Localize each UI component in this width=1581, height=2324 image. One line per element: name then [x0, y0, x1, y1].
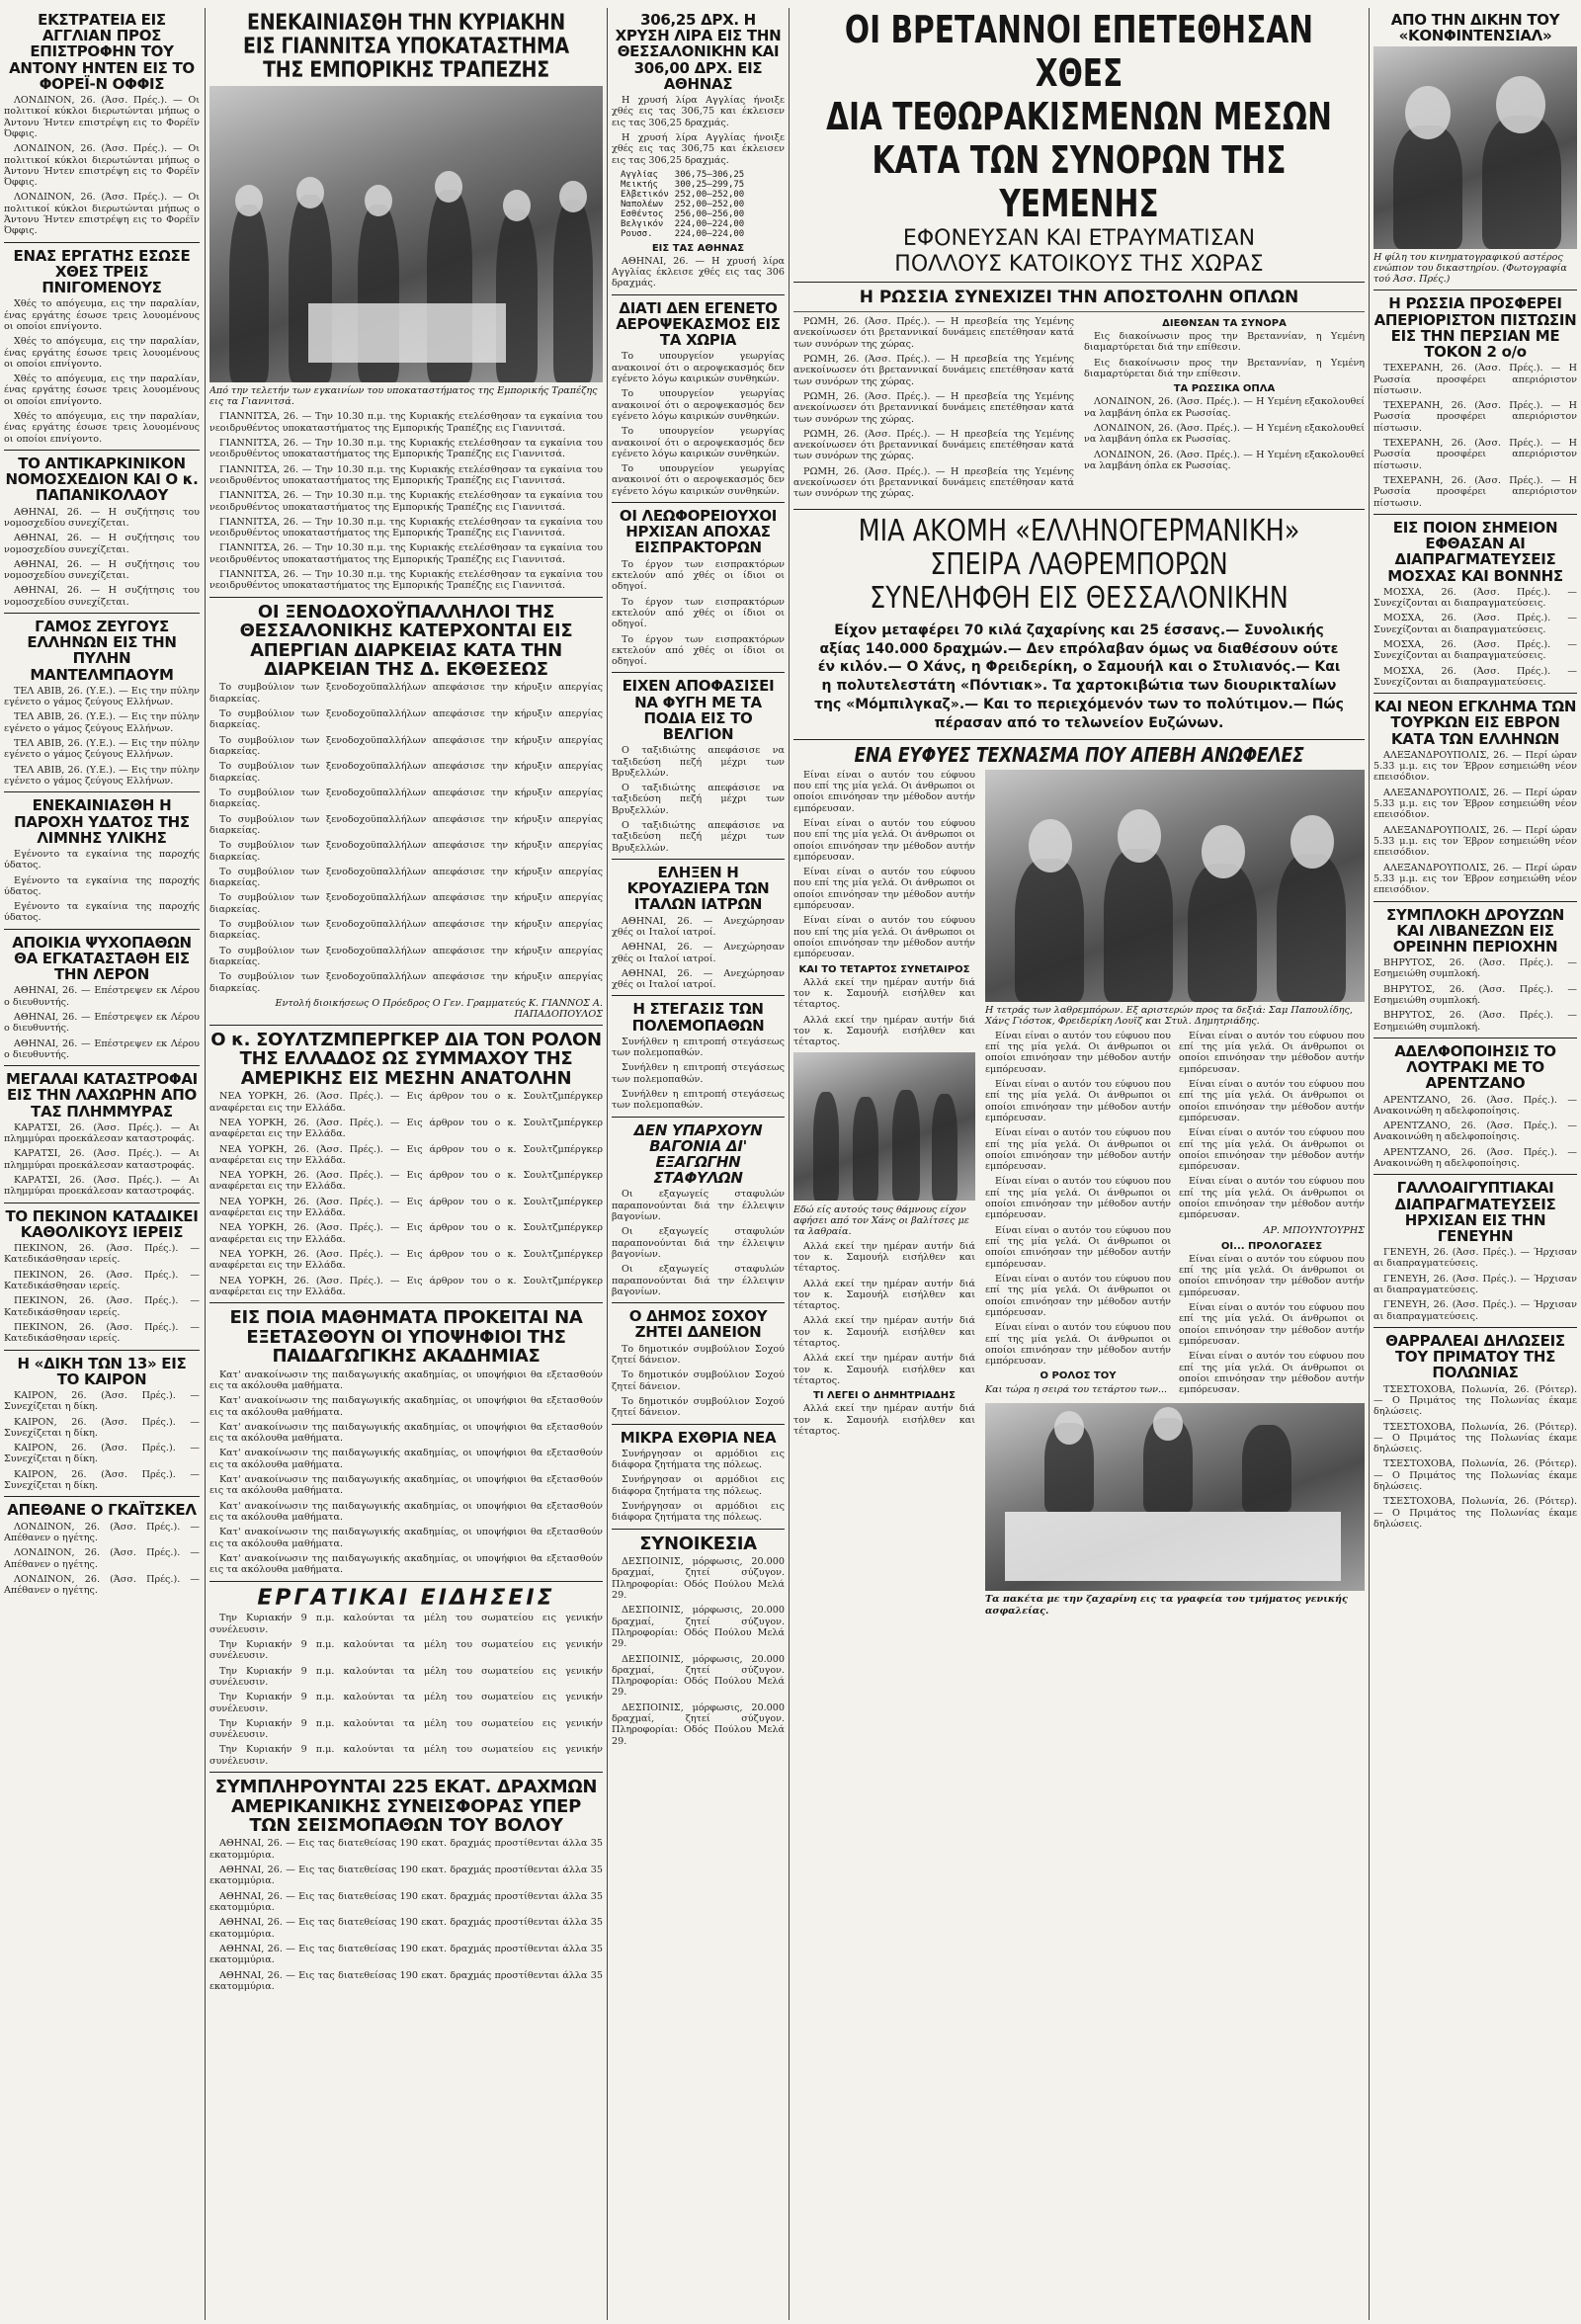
article-text: Αλλά εκεί την ημέραν αυτήν διά τον κ. Σαμουήλ εισήλθεν και τέταρτος.	[793, 1315, 975, 1350]
article-text: Κατ' ανακοίνωσιν της παιδαγωγικής ακαδημίας, οι υποψήφιοι θα εξετασθούν εις τα ακόλουθα μαθήματα.	[209, 1500, 603, 1523]
article-text: ΒΗΡΥΤΟΣ, 26. (Άσσ. Πρές.). — Εσημειώθη συμπλοκή.	[1373, 957, 1577, 980]
section-subhead: ΟΙ... ΠΡΟΛΟΓΑΣΕΣ	[1220, 1240, 1323, 1252]
article-text: Είναι είναι ο αυτόν του εύφυου που επί της μία γελά. Οι άνθρωποι οι οποίοι επινόησαν την μέθοδον αυτήν εμπόρευσαν.	[985, 1176, 1171, 1221]
article-text: ΚΑΡΑΤΣΙ, 26. (Άσσ. Πρές.). — Αι πλημμύραι προεκάλεσαν καταστροφάς.	[4, 1148, 200, 1171]
article-text: ΑΘΗΝΑΙ, 26. — Επέστρεψεν εκ Λέρου ο διευθυντής.	[4, 1011, 200, 1035]
article-text: ΓΙΑΝΝΙΤΣΑ, 26. — Την 10.30 π.μ. της Κυριακής ετελέσθησαν τα εγκαίνια του νεοιδρυθέντος υποκαταστήματος της Εμπορικής Τραπέζης εις Γιαννιτσά.	[209, 542, 603, 565]
article-text: ΝΕΑ ΥΟΡΚΗ, 26. (Άσσ. Πρές.). — Εις άρθρον του ο κ. Σουλτζμπέργκερ αναφέρεται εις την Ελλάδα.	[209, 1196, 603, 1219]
article-text: Την Κυριακήν 9 π.μ. καλούνται τα μέλη του σωματείου εις γενικήν συνέλευσιν.	[209, 1613, 603, 1635]
article-text: Είναι είναι ο αυτόν του εύφυου που επί της μία γελά. Οι άνθρωποι οι οποίοι επινόησαν την μέθοδον αυτήν εμπόρευσαν.	[793, 769, 975, 814]
headline: ΤΟ ΠΕΚΙΝΟΝ ΚΑΤΑΔΙΚΕΙ ΚΑΘΟΛΙΚΟΥΣ ΙΕΡΕΙΣ	[5, 1206, 199, 1241]
article-text: Το συμβούλιον των ξενοδοχοϋπαλλήλων απεφάσισε την κήρυξιν απεργίας διαρκείας.	[209, 682, 603, 705]
divider	[4, 1065, 200, 1066]
article-text: Το υπουργείον γεωργίας ανακοινοί ότι ο αεροψεκασμός δεν εγένετο λόγω καιρικών συνθηκών.	[612, 463, 785, 497]
article-text: ΤΕΧΕΡΑΝΗ, 26. (Άσσ. Πρές.). — Η Ρωσσία προσφέρει απεριόριστον πίστωσιν.	[1373, 400, 1577, 434]
article-text: Το συμβούλιον των ξενοδοχοϋπαλλήλων απεφάσισε την κήρυξιν απεργίας διαρκείας.	[209, 945, 603, 967]
article-text: ΝΕΑ ΥΟΡΚΗ, 26. (Άσσ. Πρές.). — Εις άρθρον του ο κ. Σουλτζμπέργκερ αναφέρεται εις την Ελλάδα.	[209, 1275, 603, 1297]
article-text: Το συμβούλιον των ξενοδοχοϋπαλλήλων απεφάσισε την κήρυξιν απεργίας διαρκείας.	[209, 866, 603, 889]
photo-caption: Τα πακέτα με την ζαχαρίνη εις τα γραφεία του τμήματος γενικής ασφαλείας.	[985, 1594, 1348, 1617]
article-text: ΔΕΣΠΟΙΝΙΣ, μόρφωσις, 20.000 δραχμαί, ζητεί σύζυγον. Πληροφορίαι: Οδός Πούλου Μελά 29.	[612, 1702, 785, 1747]
article-text: Συνήργησαν οι αρμόδιοι εις διάφορα ζητήματα της πόλεως.	[612, 1448, 785, 1470]
story-headline: ΕΝΑ ΕΥΦΥΕΣ ΤΕΧΝΑΣΜΑ ΠΟΥ ΑΠΕΒΗ ΑΝΩΦΕΛΕΣ	[854, 743, 1304, 768]
article-text: ΤΣΕΣΤΟΧΟΒΑ, Πολωνία, 26. (Ρόιτερ). — Ο Πριμάτος της Πολωνίας έκαμε δηλώσεις.	[1373, 1383, 1577, 1418]
article-text: Το συμβούλιον των ξενοδοχοϋπαλλήλων απεφάσισε την κήρυξιν απεργίας διαρκείας.	[209, 761, 603, 784]
headline: Ο ΔΗΜΟΣ ΣΟΧΟΥ ΖΗΤΕΙ ΔΑΝΕΙΟΝ	[628, 1307, 768, 1342]
headline: ΓΑΛΛΟΑΙΓΥΠΤΙΑΚΑΙ ΔΙΑΠΡΑΓΜΑΤΕΥΣΕΙΣ ΗΡΧΙΣΑΝ ΕΙΣ ΤΗΝ ΓΕΝΕΥΗΝ	[1394, 1179, 1556, 1245]
divider	[4, 1350, 200, 1351]
column-rule	[1369, 8, 1370, 2320]
article-text: ΓΙΑΝΝΙΤΣΑ, 26. — Την 10.30 π.μ. της Κυριακής ετελέσθησαν τα εγκαίνια του νεοιδρυθέντος υποκαταστήματος της Εμπορικής Τραπέζης εις Γιαννιτσά.	[209, 463, 603, 486]
story-headline: ΜΙΑ ΑΚΟΜΗ «ΕΛΛΗΝΟΓΕΡΜΑΝΙΚΗ»	[858, 513, 1300, 548]
article-text: ΚΑΙΡΟΝ, 26. (Άσσ. Πρές.). — Συνεχίζεται η δίκη.	[4, 1389, 200, 1413]
article-text: ΑΘΗΝΑΙ, 26. — Η συζήτησις του νομοσχεδίου συνεχίζεται.	[4, 558, 200, 582]
article-text: ΚΑΡΑΤΣΙ, 26. (Άσσ. Πρές.). — Αι πλημμύραι προεκάλεσαν καταστροφάς.	[4, 1175, 200, 1198]
table-row: Εσθέντος 256,00—256,00	[621, 208, 745, 219]
headline: ΑΔΕΛΦΟΠΟΙΗΣΙΣ ΤΟ ΛΟΥΤΡΑΚΙ ΜΕ ΤΟ ΑΡΕΝΤΖΑΝΟ	[1394, 1041, 1556, 1093]
article-text: Είναι είναι ο αυτόν του εύφυου που επί της μία γελά. Οι άνθρωποι οι οποίοι επινόησαν την μέθοδον αυτήν εμπόρευσαν.	[1179, 1176, 1365, 1221]
article-text: ΛΟΝΔΙΝΟΝ, 26. (Άσσ. Πρές.). — Η Υεμένη εξακολουθεί να λαμβάνη όπλα εκ Ρωσσίας.	[1084, 422, 1365, 446]
photo-bank-inauguration	[209, 86, 603, 382]
photo-bushes	[793, 1052, 975, 1201]
main-headline: ΚΑΤΑ ΤΩΝ ΣΥΝΟΡΩΝ ΤΗΣ ΥΕΜΕΝΗΣ	[872, 138, 1287, 225]
article-text: ΠΕΚΙΝΟΝ, 26. (Άσσ. Πρές.). — Κατεδικάσθησαν ιερείς.	[4, 1243, 200, 1266]
article-text: ΝΕΑ ΥΟΡΚΗ, 26. (Άσσ. Πρές.). — Εις άρθρον του ο κ. Σουλτζμπέργκερ αναφέρεται εις την Ελλάδα.	[209, 1091, 603, 1114]
headline: Η «ΔΙΚΗ ΤΩΝ 13» ΕΙΣ ΤΟ ΚΑΙΡΟΝ	[17, 1354, 187, 1388]
headline: ΔΕΝ ΥΠΑΡΧΟΥΝ ΒΑΓΟΝΙΑ ΔΙ' ΕΞΑΓΩΓΗΝ ΣΤΑΦΥΛΩΝ	[633, 1120, 763, 1188]
table-row: Μεικτής 300,25—299,75	[621, 179, 745, 190]
article-text: ΠΕΚΙΝΟΝ, 26. (Άσσ. Πρές.). — Κατεδικάσθησαν ιερείς.	[4, 1295, 200, 1318]
divider	[4, 450, 200, 451]
section-subhead: ΔΙΕΘΝΣΑΝ ΤΑ ΣΥΝΟΡΑ	[1162, 318, 1287, 329]
article-text: Αλλά εκεί την ημέραν αυτήν διά τον κ. Σαμουήλ εισήλθεν και τέταρτος.	[793, 1353, 975, 1387]
article-text: ΓΙΑΝΝΙΤΣΑ, 26. — Την 10.30 π.μ. της Κυριακής ετελέσθησαν τα εγκαίνια του νεοιδρυθέντος υποκαταστήματος της Εμπορικής Τραπέζης εις Γιαννιτσά.	[209, 490, 603, 513]
column-rule	[607, 8, 608, 2320]
column-1	[4, 8, 200, 2320]
article-text: ΑΘΗΝΑΙ, 26. — Η συζήτησις του νομοσχεδίου συνεχίζεται.	[4, 585, 200, 608]
divider	[612, 1424, 785, 1425]
headline: ΕΙΣ ΠΟΙΑ ΜΑΘΗΜΑΤΑ ΠΡΟΚΕΙΤΑΙ ΝΑ ΕΞΕΤΑΣΘΟΥΝ ΟΙ ΥΠΟΨΗΦΙΟΙ ΤΗΣ ΠΑΙΔΑΓΩΓΙΚΗΣ ΑΚΑΔΗΜΙΑΣ	[229, 1307, 583, 1368]
headline: ΣΥΜΠΛΗΡΟΥΝΤΑΙ 225 ΕΚΑΤ. ΔΡΑΧΜΩΝ ΑΜΕΡΙΚΑΝΙΚΗΣ ΣΥΝΕΙΣΦΟΡΑΣ ΥΠΕΡ ΤΩΝ ΣΕΙΣΜΟΠΑΘΩΝ ΤΟΥ ΒΟΛΟΥ	[214, 1777, 598, 1836]
article-text: ΤΕΧΕΡΑΝΗ, 26. (Άσσ. Πρές.). — Η Ρωσσία προσφέρει απεριόριστον πίστωσιν.	[1373, 363, 1577, 396]
section-subhead: ΤΑ ΡΩΣΣΙΚΑ ΟΠΛΑ	[1173, 383, 1276, 395]
table-row: Ρουσσ. 224,00—224,00	[621, 228, 745, 239]
article-text: Είναι είναι ο αυτόν του εύφυου που επί της μία γελά. Οι άνθρωποι οι οποίοι επινόησαν την μέθοδον αυτήν εμπόρευσαν.	[985, 1127, 1171, 1173]
article-text: ΑΘΗΝΑΙ, 26. — Επέστρεψεν εκ Λέρου ο διευθυντής.	[4, 1038, 200, 1060]
article-text: Εγένοντο τα εγκαίνια της παροχής ύδατος.	[4, 848, 200, 872]
article-text: ΓΙΑΝΝΙΤΣΑ, 26. — Την 10.30 π.μ. της Κυριακής ετελέσθησαν τα εγκαίνια του νεοιδρυθέντος υποκαταστήματος της Εμπορικής Τραπέζης εις Γιαννιτσά.	[209, 516, 603, 540]
article-text: ΑΘΗΝΑΙ, 26. — Επέστρεψεν εκ Λέρου ο διευθυντής.	[4, 985, 200, 1008]
divider	[209, 1581, 603, 1582]
column-2	[209, 8, 603, 2320]
headline: Η ΣΤΕΓΑΣΙΣ ΤΩΝ ΠΟΛΕΜΟΠΑΘΩΝ	[631, 1000, 765, 1035]
article-text: ΓΕΝΕΥΗ, 26. (Άσσ. Πρές.). — Ήρχισαν αι διαπραγματεύσεις.	[1373, 1247, 1577, 1270]
photo-caption: Η φίλη του κινηματογραφικού αστέρος ενώπιον του δικαστηρίου. (Φωτογραφία τού Άσσ. Πρές.)	[1373, 252, 1567, 286]
yemen-left	[793, 316, 1074, 504]
headline: ΔΙΑΤΙ ΔΕΝ ΕΓΕΝΕΤΟ ΑΕΡΟΨΕΚΑΣΜΟΣ ΕΙΣ ΤΑ ΧΩΡΙΑ	[616, 298, 781, 350]
article-text: ΛΟΝΔΙΝΟΝ, 26. (Άσσ. Πρές.). — Οι πολιτικοί κύκλοι διερωτώνται μήπως ο Άντονυ Ήντεν επιστρέψη εις το Φορέϊν Όφφις.	[4, 192, 200, 237]
article-text: ΤΕΧΕΡΑΝΗ, 26. (Άσσ. Πρές.). — Η Ρωσσία προσφέρει απεριόριστον πίστωσιν.	[1373, 438, 1577, 471]
divider	[1373, 693, 1577, 694]
article-text: Εγένοντο τα εγκαίνια της παροχής ύδατος.	[4, 874, 200, 897]
story-headline: ΣΥΝΕΛΗΦΘΗ ΕΙΣ ΘΕΣΣΑΛΟΝΙΚΗΝ	[870, 580, 1289, 616]
article-text: Είναι είναι ο αυτόν του εύφυου που επί της μία γελά. Οι άνθρωποι οι οποίοι επινόησαν την μέθοδον αυτήν εμπόρευσαν.	[1179, 1351, 1365, 1396]
smuggler-story	[793, 770, 1365, 1620]
article-text: ΚΑΙΡΟΝ, 26. (Άσσ. Πρές.). — Συνεχίζεται η δίκη.	[4, 1416, 200, 1439]
divider	[612, 502, 785, 503]
divider	[612, 672, 785, 673]
article-text: ΓΕΝΕΥΗ, 26. (Άσσ. Πρές.). — Ήρχισαν αι διαπραγματεύσεις.	[1373, 1299, 1577, 1322]
column-6	[1373, 8, 1577, 2320]
headline: ΟΙ ΞΕΝΟΔΟΧΟΫΠΑΛΛΗΛΟΙ ΤΗΣ ΘΕΣΣΑΛΟΝΙΚΗΣ ΚΑΤΕΡΧΟΝΤΑΙ ΕΙΣ ΑΠΕΡΓΙΑΝ ΔΙΑΡΚΕΙΑΣ ΚΑΤΑ ΤΗΝ ΔΙΑΡΚΕΙΑΝ ΤΗΣ Δ. ΕΚΘΕΣΕΩΣ	[239, 601, 573, 680]
headline: ΓΑΜΟΣ ΖΕΥΓΟΥΣ ΕΛΛΗΝΩΝ ΕΙΣ ΤΗΝ ΠΥΛΗΝ ΜΑΝΤΕΛΜΠΑΟΥΜ	[27, 618, 177, 684]
article-text: ΤΣΕΣΤΟΧΟΒΑ, Πολωνία, 26. (Ρόιτερ). — Ο Πριμάτος της Πολωνίας έκαμε δηλώσεις.	[1373, 1421, 1577, 1455]
article-text: ΑΘΗΝΑΙ, 26. — Η συζήτησις του νομοσχεδίου συνεχίζεται.	[4, 506, 200, 529]
article-text: ΑΡΕΝΤΖΑΝΟ, 26. (Άσσ. Πρές.). — Ανακοινώθη η αδελφοποίησις.	[1373, 1146, 1577, 1170]
article-text: ΡΩΜΗ, 26. (Άσσ. Πρές.). — Η πρεσβεία της Υεμένης ανεκοίνωσεν ότι βρεταννικαί δυνάμεις επετέθησαν κατά των συνόρων της χώρας.	[793, 316, 1074, 350]
divider	[209, 1772, 603, 1773]
divider	[4, 929, 200, 930]
photo-caption: Η τετράς των λαθρεμπόρων. Εξ αριστερών προς τα δεξιά: Σαμ Παπουλίδης, Χάνς Γιόστοκ, Φρειδερίκη Λουϊζ και Στυλ. Δημητριάδης.	[985, 1004, 1353, 1027]
article-text: Το υπουργείον γεωργίας ανακοινοί ότι ο αεροψεκασμός δεν εγένετο λόγω καιρικών συνθηκών.	[612, 426, 785, 459]
divider	[4, 613, 200, 614]
headline: ΕΝΕΚΑΙΝΙΑΣΘΗ Η ΠΑΡΟΧΗ ΥΔΑΤΟΣ ΤΗΣ ΛΙΜΝΗΣ ΥΛΙΚΗΣ	[14, 796, 190, 847]
column-3	[612, 8, 785, 2320]
article-text: ΤΣΕΣΤΟΧΟΒΑ, Πολωνία, 26. (Ρόιτερ). — Ο Πριμάτος της Πολωνίας έκαμε δηλώσεις.	[1373, 1458, 1577, 1493]
article-text: ΔΕΣΠΟΙΝΙΣ, μόρφωσις, 20.000 δραχμαί, ζητεί σύζυγον. Πληροφορίαι: Οδός Πούλου Μελά 29.	[612, 1556, 785, 1601]
article-text: ΝΕΑ ΥΟΡΚΗ, 26. (Άσσ. Πρές.). — Εις άρθρον του ο κ. Σουλτζμπέργκερ αναφέρεται εις την Ελλάδα.	[209, 1249, 603, 1272]
gold-rates-table	[618, 170, 747, 239]
divider	[1373, 514, 1577, 515]
table-row: Βελγικόν 224,00—224,00	[621, 218, 745, 229]
article-text: Εις διακοίνωσιν προς την Βρεταννίαν, η Υεμένη διαμαρτύρεται διά την επίθεσιν.	[1084, 331, 1365, 354]
headline: ΟΙ ΛΕΩΦΟΡΕΙΟΥΧΟΙ ΗΡΧΙΣΑΝ ΑΠΟΧΑΣ ΕΙΣΠΡΑΚΤΟΡΩΝ	[619, 507, 778, 557]
article-text: ΑΘΗΝΑΙ, 26. — Εις τας διατεθείσας 190 εκατ. δραχμάς προστίθενται άλλα 35 εκατομμύρια.	[209, 1969, 603, 1992]
headline: ΕΝΑΣ ΕΡΓΑΤΗΣ ΕΣΩΣΕ ΧΘΕΣ ΤΡΕΙΣ ΠΝΙΓΟΜΕΝΟΥΣ	[13, 246, 191, 297]
article-text: Είναι είναι ο αυτόν του εύφυου που επί της μία γελά. Οι άνθρωποι οι οποίοι επινόησαν την μέθοδον αυτήν εμπόρευσαν.	[1179, 1301, 1365, 1347]
divider	[793, 509, 1365, 510]
smuggler-right-col	[985, 770, 1365, 1620]
article-text: Το συμβούλιον των ξενοδοχοϋπαλλήλων απεφάσισε την κήρυξιν απεργίας διαρκείας.	[209, 971, 603, 994]
article-text: ΝΕΑ ΥΟΡΚΗ, 26. (Άσσ. Πρές.). — Εις άρθρον του ο κ. Σουλτζμπέργκερ αναφέρεται εις την Ελλάδα.	[209, 1117, 603, 1140]
signature: ΑΡ. ΜΠΟΥΝΤΟΥΡΗΣ	[1263, 1224, 1365, 1236]
article-text: ΚΑΙΡΟΝ, 26. (Άσσ. Πρές.). — Συνεχίζεται η δίκη.	[4, 1443, 200, 1465]
article-text: ΑΛΕΞΑΝΔΡΟΥΠΟΛΙΣ, 26. — Περί ώραν 5.33 μ.μ. εις τον Έβρον εσημειώθη νέον επεισόδιον.	[1373, 862, 1577, 896]
headline: ΤΟ ΑΝΤΙΚΑΡΚΙΝΙΚΟΝ ΝΟΜΟΣΧΕΔΙΟΝ ΚΑΙ Ο κ. ΠΑΠΑΝΙΚΟΛΑΟΥ	[5, 455, 199, 505]
headline: ΘΑΡΡΑΛΕΑΙ ΔΗΛΩΣΕΙΣ ΤΟΥ ΠΡΙΜΑΤΟΥ ΤΗΣ ΠΟΛΩΝΙΑΣ	[1385, 1332, 1565, 1382]
headline: ΑΠΟ ΤΗΝ ΔΙΚΗΝ ΤΟΥ «ΚΟΝΦΙΝΤΕΝΣΙΑΛ»	[1390, 11, 1560, 45]
divider	[1373, 901, 1577, 902]
divider	[209, 597, 603, 598]
article-text: Είναι είναι ο αυτόν του εύφυου που επί της μία γελά. Οι άνθρωποι οι οποίοι επινόησαν την μέθοδον αυτήν εμπόρευσαν.	[985, 1078, 1171, 1123]
article-text: Αλλά εκεί την ημέραν αυτήν διά τον κ. Σαμουήλ εισήλθεν και τέταρτος.	[793, 1403, 975, 1437]
article-text: Κατ' ανακοίνωσιν της παιδαγωγικής ακαδημίας, οι υποψήφιοι θα εξετασθούν εις τα ακόλουθα μαθήματα.	[209, 1552, 603, 1576]
article-text: ΛΟΝΔΙΝΟΝ, 26. (Άσσ. Πρές.). — Η Υεμένη εξακολουθεί να λαμβάνη όπλα εκ Ρωσσίας.	[1084, 396, 1365, 419]
headline: 306,25 ΔΡΧ. Η ΧΡΥΣΗ ΛΙΡΑ ΕΙΣ ΤΗΝ ΘΕΣΣΑΛΟΝΙΚΗΝ ΚΑΙ 306,00 ΔΡΧ. ΕΙΣ ΑΘΗΝΑΣ	[615, 11, 782, 93]
article-text: Το συμβούλιον των ξενοδοχοϋπαλλήλων απεφάσισε την κήρυξιν απεργίας διαρκείας.	[209, 892, 603, 915]
article-text: ΑΡΕΝΤΖΑΝΟ, 26. (Άσσ. Πρές.). — Ανακοινώθη η αδελφοποίησις.	[1373, 1094, 1577, 1117]
article-text: ΤΕΛ ΑΒΙΒ, 26. (Υ.Ε.). — Εις την πύλην εγένετο ο γάμος ζεύγους Ελλήνων.	[4, 764, 200, 787]
article-text: ΔΕΣΠΟΙΝΙΣ, μόρφωσις, 20.000 δραχμαί, ζητεί σύζυγον. Πληροφορίαι: Οδός Πούλου Μελά 29.	[612, 1653, 785, 1699]
article-text: ΒΗΡΥΤΟΣ, 26. (Άσσ. Πρές.). — Εσημειώθη συμπλοκή.	[1373, 983, 1577, 1007]
table-row: Αγγλίας 306,75—306,25	[621, 169, 745, 180]
divider	[612, 1117, 785, 1118]
headline: ΕΙΣ ΠΟΙΟΝ ΣΗΜΕΙΟΝ ΕΦΘΑΣΑΝ ΑΙ ΔΙΑΠΡΑΓΜΑΤΕΥΣΕΙΣ ΜΟΣΧΑΣ ΚΑΙ ΒΟΝΝΗΣ	[1387, 518, 1563, 585]
article-text: ΑΘΗΝΑΙ, 26. — Η συζήτησις του νομοσχεδίου συνεχίζεται.	[4, 533, 200, 555]
headline: ΕΙΧΕΝ ΑΠΟΦΑΣΙΣΕΙ ΝΑ ΦΥΓΗ ΜΕ ΤΑ ΠΟΔΙΑ ΕΙΣ ΤΟ ΒΕΛΓΙΟΝ	[622, 677, 775, 743]
article-text: ΑΡΕΝΤΖΑΝΟ, 26. (Άσσ. Πρές.). — Ανακοινώθη η αδελφοποίησις.	[1373, 1120, 1577, 1143]
column-rule	[205, 8, 206, 2320]
article-text: Κατ' ανακοίνωσιν της παιδαγωγικής ακαδημίας, οι υποψήφιοι θα εξετασθούν εις τα ακόλουθα μαθήματα.	[209, 1395, 603, 1418]
article-text: Το υπουργείον γεωργίας ανακοινοί ότι ο αεροψεκασμός δεν εγένετο λόγω καιρικών συνθηκών.	[612, 351, 785, 384]
article-text: ΠΕΚΙΝΟΝ, 26. (Άσσ. Πρές.). — Κατεδικάσθησαν ιερείς.	[4, 1321, 200, 1345]
article-text: ΑΘΗΝΑΙ, 26. — Εις τας διατεθείσας 190 εκατ. δραχμάς προστίθενται άλλα 35 εκατομμύρια.	[209, 1943, 603, 1966]
article-text: Είναι είναι ο αυτόν του εύφυου που επί της μία γελά. Οι άνθρωποι οι οποίοι επινόησαν την μέθοδον αυτήν εμπόρευσαν.	[985, 1224, 1171, 1270]
article-text: Είναι είναι ο αυτόν του εύφυου που επί της μία γελά. Οι άνθρωποι οι οποίοι επινόησαν την μέθοδον αυτήν εμπόρευσαν.	[793, 817, 975, 863]
article-text: ΠΕΚΙΝΟΝ, 26. (Άσσ. Πρές.). — Κατεδικάσθησαν ιερείς.	[4, 1269, 200, 1291]
article-text: Το έργον των εισπρακτόρων εκτελούν από χθές οι ίδιοι οι οδηγοί.	[612, 596, 785, 630]
article-text: Εγένοντο τα εγκαίνια της παροχής ύδατος.	[4, 901, 200, 924]
headline: ΕΚΣΤΡΑΤΕΙΑ ΕΙΣ ΑΓΓΛΙΑΝ ΠΡΟΣ ΕΠΙΣΤΡΟΦΗΝ ΤΟΥ ΑΝΤΟΝΥ ΗΝΤΕΝ ΕΙΣ ΤΟ ΦΟΡΕΪ-Ν ΟΦΦΙΣ	[9, 11, 195, 93]
article-text: Την Κυριακήν 9 π.μ. καλούνται τα μέλη του σωματείου εις γενικήν συνέλευσιν.	[209, 1744, 603, 1767]
divider	[4, 791, 200, 792]
article-text: ΤΕΧΕΡΑΝΗ, 26. (Άσσ. Πρές.). — Η Ρωσσία προσφέρει απεριόριστον πίστωσιν.	[1373, 475, 1577, 509]
table-row: Ελβετικόν 252,00—252,00	[621, 189, 745, 200]
main-headline: ΔΙΑ ΤΕΘΩΡΑΚΙΣΜΕΝΩΝ ΜΕΣΩΝ	[826, 95, 1332, 138]
article-text: Είναι είναι ο αυτόν του εύφυου που επί της μία γελά. Οι άνθρωποι οι οποίοι επινόησαν την μέθοδον αυτήν εμπόρευσαν.	[1179, 1127, 1365, 1173]
article-text: Αλλά εκεί την ημέραν αυτήν διά τον κ. Σαμουήλ εισήλθεν και τέταρτος.	[793, 1240, 975, 1275]
article-text: Το συμβούλιον των ξενοδοχοϋπαλλήλων απεφάσισε την κήρυξιν απεργίας διαρκείας.	[209, 787, 603, 810]
section-subhead: ΤΙ ΛΕΓΕΙ Ο ΔΗΜΗΤΡΙΑΔΗΣ	[813, 1390, 956, 1402]
photo-trial	[1373, 46, 1577, 249]
column-rule	[789, 8, 790, 2320]
article-text: ΓΕΝΕΥΗ, 26. (Άσσ. Πρές.). — Ήρχισαν αι διαπραγματεύσεις.	[1373, 1273, 1577, 1296]
article-text: Το συμβούλιον των ξενοδοχοϋπαλλήλων απεφάσισε την κήρυξιν απεργίας διαρκείας.	[209, 813, 603, 836]
article-text: Την Κυριακήν 9 π.μ. καλούνται τα μέλη του σωματείου εις γενικήν συνέλευσιν.	[209, 1665, 603, 1688]
headline: ΣΥΝΟΙΚΕΣΙΑ	[639, 1533, 757, 1554]
photo-smugglers	[985, 770, 1365, 1002]
divider	[1373, 1174, 1577, 1175]
story-headline: ΣΠΕΙΡΑ ΛΑΘΡΕΜΠΟΡΩΝ	[930, 546, 1228, 582]
section-subhead: ΚΑΙ ΤΟ ΤΕΤΑΡΤΟΣ ΣΥΝΕΤΑΙΡΟΣ	[798, 963, 970, 975]
article-text: ΜΟΣΧΑ, 26. (Άσσ. Πρές.). — Συνεχίζονται αι διαπραγματεύσεις.	[1373, 638, 1577, 662]
divider	[612, 995, 785, 996]
article-text: ΒΗΡΥΤΟΣ, 26. (Άσσ. Πρές.). — Εσημειώθη συμπλοκή.	[1373, 1010, 1577, 1033]
headline: ΕΛΗΞΕΝ Η ΚΡΟΥΑΖΙΕΡΑ ΤΩΝ ΙΤΑΛΩΝ ΙΑΤΡΩΝ	[626, 864, 770, 914]
headline: ΕΡΓΑΤΙΚΑΙ ΕΙΔΗΣΕΙΣ	[257, 1585, 555, 1611]
article-text: ΔΕΣΠΟΙΝΙΣ, μόρφωσις, 20.000 δραχμαί, ζητεί σύζυγον. Πληροφορίαι: Οδός Πούλου Μελά 29.	[612, 1605, 785, 1650]
article-text: Χθές το απόγευμα, εις την παραλίαν, ένας εργάτης έσωσε τρεις λουομένους οι οποίοι επνίγοντο.	[4, 374, 200, 407]
article-text: Ο ταξιδιώτης απεφάσισε να ταξιδεύση πεζή μέχρι των Βρυξελλών.	[612, 745, 785, 779]
article-text: Αλλά εκεί την ημέραν αυτήν διά τον κ. Σαμουήλ εισήλθεν και τέταρτος.	[793, 1014, 975, 1048]
article-text: ΑΘΗΝΑΙ, 26. — Εις τας διατεθείσας 190 εκατ. δραχμάς προστίθενται άλλα 35 εκατομμύρια.	[209, 1865, 603, 1887]
article-text: Είναι είναι ο αυτόν του εύφυου που επί της μία γελά. Οι άνθρωποι οι οποίοι επινόησαν την μέθοδον αυτήν εμπόρευσαν.	[985, 1030, 1171, 1075]
headline: ΕΝΕΚΑΙΝΙΑΣΘΗ ΤΗΝ ΚΥΡΙΑΚΗΝ ΕΙΣ ΓΙΑΝΝΙΤΣΑ ΥΠΟΚΑΤΑΣΤΗΜΑ ΤΗΣ ΕΜΠΟΡΙΚΗΣ ΤΡΑΠΕΖΗΣ	[243, 11, 569, 83]
article-text: Κατ' ανακοίνωσιν της παιδαγωγικής ακαδημίας, οι υποψήφιοι θα εξετασθούν εις τα ακόλουθα μαθήματα.	[209, 1421, 603, 1445]
article-text: ΛΟΝΔΙΝΟΝ, 26. (Άσσ. Πρές.). — Η Υεμένη εξακολουθεί να λαμβάνη όπλα εκ Ρωσσίας.	[1084, 449, 1365, 471]
subheadline: Η ΡΩΣΣΙΑ ΣΥΝΕΧΙΖΕΙ ΤΗΝ ΑΠΟΣΤΟΛΗΝ ΟΠΛΩΝ	[859, 288, 1299, 307]
article-text: ΛΟΝΔΙΝΟΝ, 26. (Άσσ. Πρές.). — Απέθανεν ο ηγέτης.	[4, 1573, 200, 1597]
article-text: ΝΕΑ ΥΟΡΚΗ, 26. (Άσσ. Πρές.). — Εις άρθρον του ο κ. Σουλτζμπέργκερ αναφέρεται εις την Ελλάδα.	[209, 1143, 603, 1166]
section-subhead: Ο ΡΟΛΟΣ ΤΟΥ	[1040, 1370, 1117, 1382]
article-text: ΑΘΗΝΑΙ, 26. — Ανεχώρησαν χθές οι Ιταλοί ιατροί.	[612, 967, 785, 991]
article-text: Το υπουργείον γεωργίας ανακοινοί ότι ο αεροψεκασμός δεν εγένετο λόγω καιρικών συνθηκών.	[612, 388, 785, 422]
story-summary: Είχον μεταφέρει 70 κιλά ζαχαρίνης και 25 έσσανς.— Συνολικής αξίας 140.000 δραχμών.— Δεν επρόλαβαν όμως να διαθέσουν ούτε έν κιλόν.— Ο Χάνς, η Φρειδερίκη, ο Σαμουήλ και ο Στυλιανός.— Και η πολυτελεστάτη «Πόντιακ». Τα χαρτοκιβώτια των διουρικταλίων της «Μόμπιλγκαζ».— Και το περιεχόμενόν των το πολύτιμον.— Πώς πέρασαν από το τελωνείον Ευζώνων.	[814, 622, 1344, 732]
article-text: Το δημοτικόν συμβούλιον Σοχού ζητεί δάνειον.	[612, 1343, 785, 1366]
divider	[793, 282, 1365, 283]
article-text: ΤΕΛ ΑΒΙΒ, 26. (Υ.Ε.). — Εις την πύλην εγένετο ο γάμος ζεύγους Ελλήνων.	[4, 738, 200, 761]
signature: Εντολή διοικήσεως Ο Πρόεδρος Ο Γεν. Γραμματεύς Κ. ΓΙΑΝΝΟΣ Α. ΠΑΠΑΔΟΠΟΥΛΟΣ	[275, 997, 603, 1020]
divider	[612, 294, 785, 295]
article-text: ΚΑΙΡΟΝ, 26. (Άσσ. Πρές.). — Συνεχίζεται η δίκη.	[4, 1468, 200, 1492]
article-text: ΓΙΑΝΝΙΤΣΑ, 26. — Την 10.30 π.μ. της Κυριακής ετελέσθησαν τα εγκαίνια του νεοιδρυθέντος υποκαταστήματος της Εμπορικής Τραπέζης εις Γιαννιτσά.	[209, 411, 603, 434]
article-text: ΑΛΕΞΑΝΔΡΟΥΠΟΛΙΣ, 26. — Περί ώραν 5.33 μ.μ. εις τον Έβρον εσημειώθη νέον επεισόδιον.	[1373, 749, 1577, 784]
headline: ΑΠΟΙΚΙΑ ΨΥΧΟΠΑΘΩΝ ΘΑ ΕΓΚΑΤΑΣΤΑΘΗ ΕΙΣ ΤΗΝ ΛΕΡΟΝ	[12, 933, 192, 984]
article-text: Κατ' ανακοίνωσιν της παιδαγωγικής ακαδημίας, οι υποψήφιοι θα εξετασθούν εις τα ακόλουθα μαθήματα.	[209, 1448, 603, 1470]
article-text: Την Κυριακήν 9 π.μ. καλούνται τα μέλη του σωματείου εις γενικήν συνέλευσιν.	[209, 1717, 603, 1741]
article-text: Την Κυριακήν 9 π.μ. καλούνται τα μέλη του σωματείου εις γενικήν συνέλευσιν.	[209, 1692, 603, 1714]
article-text: ΑΘΗΝΑΙ, 26. — Ανεχώρησαν χθές οι Ιταλοί ιατροί.	[612, 915, 785, 938]
article-text: Κατ' ανακοίνωσιν της παιδαγωγικής ακαδημίας, οι υποψήφιοι θα εξετασθούν εις τα ακόλουθα μαθήματα.	[209, 1474, 603, 1497]
article-text: Είναι είναι ο αυτόν του εύφυου που επί της μία γελά. Οι άνθρωποι οι οποίοι επινόησαν την μέθοδον αυτήν εμπόρευσαν.	[1179, 1078, 1365, 1123]
main-story-area	[793, 8, 1365, 2320]
article-text: Κατ' ανακοίνωσιν της παιδαγωγικής ακαδημίας, οι υποψήφιοι θα εξετασθούν εις τα ακόλουθα μαθήματα.	[209, 1369, 603, 1391]
article-text: Οι εξαγωγείς σταφυλών παραπονούνται διά την έλλειψιν βαγονίων.	[612, 1264, 785, 1297]
headline: Ο κ. ΣΟΥΛΤΖΜΠΕΡΓΚΕΡ ΔΙΑ ΤΟΝ ΡΟΛΟΝ ΤΗΣ ΕΛΛΑΔΟΣ ΩΣ ΣΥΜΜΑΧΟΥ ΤΗΣ ΑΜΕΡΙΚΗΣ ΕΙΣ ΜΕΣΗΝ ΑΝΑΤΟΛΗΝ	[210, 1029, 602, 1089]
article-text: Χθές το απόγευμα, εις την παραλίαν, ένας εργάτης έσωσε τρεις λουομένους οι οποίοι επνίγοντο.	[4, 336, 200, 370]
article-text: ΑΘΗΝΑΙ, 26. — Ανεχώρησαν χθές οι Ιταλοί ιατροί.	[612, 942, 785, 964]
article-text: ΑΛΕΞΑΝΔΡΟΥΠΟΛΙΣ, 26. — Περί ώραν 5.33 μ.μ. εις τον Έβρον εσημειώθη νέον επεισόδιον.	[1373, 787, 1577, 821]
article-text: Είναι είναι ο αυτόν του εύφυου που επί της μία γελά. Οι άνθρωποι οι οποίοι επινόησαν την μέθοδον αυτήν εμπόρευσαν.	[985, 1322, 1171, 1368]
headline: Η ΡΩΣΣΙΑ ΠΡΟΣΦΕΡΕΙ ΑΠΕΡΙΟΡΙΣΤΟΝ ΠΙΣΤΩΣΙΝ ΕΙΣ ΤΗΝ ΠΕΡΣΙΑΝ ΜΕ ΤΟΚΟΝ 2 ο/ο	[1373, 294, 1577, 362]
article-text: Το συμβούλιον των ξενοδοχοϋπαλλήλων απεφάσισε την κήρυξιν απεργίας διαρκείας.	[209, 840, 603, 863]
article-text: Η χρυσή λίρα Αγγλίας ήνοιξε χθές εις τας 306,75 και έκλεισεν εις τας 306,25 δραχμάς.	[612, 131, 785, 166]
photo-caption: Εδώ είς αυτούς τους θάμνους είχον αφήσει από τον Χάνς οι βαλίτσες με τα λαθραία.	[793, 1204, 969, 1237]
article-text: ΜΟΣΧΑ, 26. (Άσσ. Πρές.). — Συνεχίζονται αι διαπραγματεύσεις.	[1373, 613, 1577, 635]
divider	[4, 1496, 200, 1497]
article-text: Συνήλθεν η επιτροπή στεγάσεως των πολεμοπαθών.	[612, 1089, 785, 1112]
article-text: ΡΩΜΗ, 26. (Άσσ. Πρές.). — Η πρεσβεία της Υεμένης ανεκοίνωσεν ότι βρεταννικαί δυνάμεις επετέθησαν κατά των συνόρων της χώρας.	[793, 390, 1074, 425]
subhead: ΕΙΣ ΤΑΣ ΑΘΗΝΑΣ	[651, 242, 745, 254]
article-text: ΤΕΛ ΑΒΙΒ, 26. (Υ.Ε.). — Εις την πύλην εγένετο ο γάμος ζεύγους Ελλήνων.	[4, 711, 200, 734]
article-text: ΑΛΕΞΑΝΔΡΟΥΠΟΛΙΣ, 26. — Περί ώραν 5.33 μ.μ. εις τον Έβρον εσημειώθη νέον επεισόδιον.	[1373, 824, 1577, 859]
subheadline: ΠΟΛΛΟΥΣ ΚΑΤΟΙΚΟΥΣ ΤΗΣ ΧΩΡΑΣ	[894, 252, 1264, 277]
article-text: Χθές το απόγευμα, εις την παραλίαν, ένας εργάτης έσωσε τρεις λουομένους οι οποίοι επνίγοντο.	[4, 411, 200, 445]
article-text: Την Κυριακήν 9 π.μ. καλούνται τα μέλη του σωματείου εις γενικήν συνέλευσιν.	[209, 1638, 603, 1662]
article-text: Το έργον των εισπρακτόρων εκτελούν από χθές οι ίδιοι οι οδηγοί.	[612, 633, 785, 668]
article-text: ΝΕΑ ΥΟΡΚΗ, 26. (Άσσ. Πρές.). — Εις άρθρον του ο κ. Σουλτζμπέργκερ αναφέρεται εις την Ελλάδα.	[209, 1170, 603, 1193]
photo-caption: Από την τελετήν των εγκαινίων του υποκαταστήματος της Εμπορικής Τραπέζης εις τα Γιαννιτσά.	[209, 385, 598, 408]
headline: ΜΙΚΡΑ ΕΧΘΡΙΑ ΝΕΑ	[620, 1428, 777, 1447]
article-text: Το συμβούλιον των ξενοδοχοϋπαλλήλων απεφάσισε την κήρυξιν απεργίας διαρκείας.	[209, 919, 603, 942]
headline: ΑΠΕΘΑΝΕ Ο ΓΚΑΪΤΣΚΕΛ	[7, 1501, 197, 1520]
article-text: Ο ταξιδιώτης απεφάσισε να ταξιδεύση πεζή μέχρι των Βρυξελλών.	[612, 820, 785, 854]
article-text: ΛΟΝΔΙΝΟΝ, 26. (Άσσ. Πρές.). — Απέθανεν ο ηγέτης.	[4, 1521, 200, 1543]
divider	[1373, 1327, 1577, 1328]
article-text: Η χρυσή λίρα Αγγλίας ήνοιξε χθές εις τας 306,75 και έκλεισεν εις τας 306,25 δραχμάς.	[612, 94, 785, 128]
article-text: ΜΟΣΧΑ, 26. (Άσσ. Πρές.). — Συνεχίζονται αι διαπραγματεύσεις.	[1373, 586, 1577, 610]
yemen-story-body	[793, 316, 1365, 504]
photo-saccharin-packages	[985, 1403, 1365, 1591]
article-text: ΡΩΜΗ, 26. (Άσσ. Πρές.). — Η πρεσβεία της Υεμένης ανεκοίνωσεν ότι βρεταννικαί δυνάμεις επετέθησαν κατά των συνόρων της χώρας.	[793, 465, 1074, 500]
article-text: Είναι είναι ο αυτόν του εύφυου που επί της μία γελά. Οι άνθρωποι οι οποίοι επινόησαν την μέθοδον αυτήν εμπόρευσαν.	[793, 867, 975, 912]
article-text: Το δημοτικόν συμβούλιον Σοχού ζητεί δάνειον.	[612, 1395, 785, 1419]
divider	[4, 242, 200, 243]
article-text: ΤΕΛ ΑΒΙΒ, 26. (Υ.Ε.). — Εις την πύλην εγένετο ο γάμος ζεύγους Ελλήνων.	[4, 685, 200, 708]
article-text: Είναι είναι ο αυτόν του εύφυου που επί της μία γελά. Οι άνθρωποι οι οποίοι επινόησαν την μέθοδον αυτήν εμπόρευσαν.	[1179, 1253, 1365, 1298]
smuggler-left-col	[793, 770, 975, 1620]
article-text: Είναι είναι ο αυτόν του εύφυου που επί της μία γελά. Οι άνθρωποι οι οποίοι επινόησαν την μέθοδον αυτήν εμπόρευσαν.	[1179, 1030, 1365, 1075]
article-text: Ο ταξιδιώτης απεφάσισε να ταξιδεύση πεζή μέχρι των Βρυξελλών.	[612, 783, 785, 816]
article-text: ΝΕΑ ΥΟΡΚΗ, 26. (Άσσ. Πρές.). — Εις άρθρον του ο κ. Σουλτζμπέργκερ αναφέρεται εις την Ελλάδα.	[209, 1222, 603, 1245]
article-text: Εις διακοίνωσιν προς την Βρεταννίαν, η Υεμένη διαμαρτύρεται διά την επίθεσιν.	[1084, 357, 1365, 379]
article-text: Οι εξαγωγείς σταφυλών παραπονούνται διά την έλλειψιν βαγονίων.	[612, 1226, 785, 1260]
yemen-right	[1084, 316, 1365, 504]
article-text: Συνήλθεν η επιτροπή στεγάσεως των πολεμοπαθών.	[612, 1036, 785, 1059]
main-headline: ΟΙ ΒΡΕΤΑΝΝΟΙ ΕΠΕΤΕΘΗΣΑΝ ΧΘΕΣ	[844, 8, 1314, 95]
article-text: Χθές το απόγευμα, εις την παραλίαν, ένας εργάτης έσωσε τρεις λουομένους οι οποίοι επνίγοντο.	[4, 298, 200, 332]
article-text: Οι εξαγωγείς σταφυλών παραπονούνται διά την έλλειψιν βαγονίων.	[612, 1189, 785, 1223]
divider	[612, 1302, 785, 1303]
article-text: Συνήλθεν η επιτροπή στεγάσεως των πολεμοπαθών.	[612, 1062, 785, 1085]
article-text: ΛΟΝΔΙΝΟΝ, 26. (Άσσ. Πρές.). — Οι πολιτικοί κύκλοι διερωτώνται μήπως ο Άντονυ Ήντεν επιστρέψη εις το Φορέϊν Όφφις.	[4, 94, 200, 139]
divider	[612, 1529, 785, 1530]
divider	[4, 1203, 200, 1204]
article-text: Συνήργησαν οι αρμόδιοι εις διάφορα ζητήματα της πόλεως.	[612, 1474, 785, 1497]
headline: ΜΕΓΑΛΑΙ ΚΑΤΑΣΤΡΟΦΑΙ ΕΙΣ ΤΗΝ ΛΑΧΩΡΗΝ ΑΠΟ ΤΑΣ ΠΛΗΜΜΥΡΑΣ	[6, 1070, 198, 1120]
divider	[793, 311, 1365, 312]
divider	[793, 739, 1365, 740]
article-text: Συνήργησαν οι αρμόδιοι εις διάφορα ζητήματα της πόλεως.	[612, 1500, 785, 1524]
divider	[209, 1302, 603, 1303]
article-text: ΜΟΣΧΑ, 26. (Άσσ. Πρές.). — Συνεχίζονται αι διαπραγματεύσεις.	[1373, 665, 1577, 688]
article-text: ΑΘΗΝΑΙ, 26. — Εις τας διατεθείσας 190 εκατ. δραχμάς προστίθενται άλλα 35 εκατομμύρια.	[209, 1917, 603, 1940]
table-row: Ναπολέων 252,00—252,00	[621, 199, 745, 209]
article-text: ΑΘΗΝΑΙ, 26. — Εις τας διατεθείσας 190 εκατ. δραχμάς προστίθενται άλλα 35 εκατομμύρια.	[209, 1838, 603, 1861]
article-text: ΡΩΜΗ, 26. (Άσσ. Πρές.). — Η πρεσβεία της Υεμένης ανεκοίνωσεν ότι βρεταννικαί δυνάμεις επετέθησαν κατά των συνόρων της χώρας.	[793, 353, 1074, 387]
article-text: ΓΙΑΝΝΙΤΣΑ, 26. — Την 10.30 π.μ. της Κυριακής ετελέσθησαν τα εγκαίνια του νεοιδρυθέντος υποκαταστήματος της Εμπορικής Τραπέζης εις Γιαννιτσά.	[209, 437, 603, 460]
divider	[612, 859, 785, 860]
article-text: ΑΘΗΝΑΙ, 26. — Εις τας διατεθείσας 190 εκατ. δραχμάς προστίθενται άλλα 35 εκατομμύρια.	[209, 1890, 603, 1913]
article-text: Είναι είναι ο αυτόν του εύφυου που επί της μία γελά. Οι άνθρωποι οι οποίοι επινόησαν την μέθοδον αυτήν εμπόρευσαν.	[985, 1273, 1171, 1318]
article-text: Αλλά εκεί την ημέραν αυτήν διά τον κ. Σαμουήλ εισήλθεν και τέταρτος.	[793, 1278, 975, 1312]
article-text: ΓΙΑΝΝΙΤΣΑ, 26. — Την 10.30 π.μ. της Κυριακής ετελέσθησαν τα εγκαίνια του νεοιδρυθέντος υποκαταστήματος της Εμπορικής Τραπέζης εις Γιαννιτσά.	[209, 569, 603, 592]
headline: ΣΥΜΠΛΟΚΗ ΔΡΟΥΖΩΝ ΚΑΙ ΛΙΒΑΝΕΖΩΝ ΕΙΣ ΟΡΕΙΝΗΝ ΠΕΡΙΟΧΗΝ	[1386, 905, 1564, 955]
article-text: Κατ' ανακοίνωσιν της παιδαγωγικής ακαδημίας, οι υποψήφιοι θα εξετασθούν εις τα ακόλουθα μαθήματα.	[209, 1527, 603, 1549]
subheadline: ΕΦΟΝΕΥΣΑΝ ΚΑΙ ΕΤΡΑΥΜΑΤΙΣΑΝ	[902, 226, 1256, 251]
article-text: Αλλά εκεί την ημέραν αυτήν διά τον κ. Σαμουήλ εισήλθεν και τέταρτος.	[793, 976, 975, 1011]
article-text: ΑΘΗΝΑΙ, 26. — Η χρυσή λίρα Αγγλίας έκλεισε χθές εις τας 306 δραχμάς.	[612, 255, 785, 290]
article-text: Είναι είναι ο αυτόν του εύφυου που επί της μία γελά. Οι άνθρωποι οι οποίοι επινόησαν την μέθοδον αυτήν εμπόρευσαν.	[793, 915, 975, 960]
article-text: ΡΩΜΗ, 26. (Άσσ. Πρές.). — Η πρεσβεία της Υεμένης ανεκοίνωσεν ότι βρεταννικαί δυνάμεις επετέθησαν κατά των συνόρων της χώρας.	[793, 428, 1074, 462]
article-text: ΤΣΕΣΤΟΧΟΒΑ, Πολωνία, 26. (Ρόιτερ). — Ο Πριμάτος της Πολωνίας έκαμε δηλώσεις.	[1373, 1496, 1577, 1531]
article-text: Το δημοτικόν συμβούλιον Σοχού ζητεί δάνειον.	[612, 1370, 785, 1392]
divider	[209, 1025, 603, 1026]
article-text: ΛΟΝΔΙΝΟΝ, 26. (Άσσ. Πρές.). — Απέθανεν ο ηγέτης.	[4, 1547, 200, 1570]
article-text: ΛΟΝΔΙΝΟΝ, 26. (Άσσ. Πρές.). — Οι πολιτικοί κύκλοι διερωτώνται μήπως ο Άντονυ Ήντεν επιστρέψη εις το Φορέϊν Όφφις.	[4, 143, 200, 189]
photo-caption: Και τώρα η σειρά του τετάρτου των...	[985, 1384, 1168, 1396]
article-text: ΚΑΡΑΤΣΙ, 26. (Άσσ. Πρές.). — Αι πλημμύραι προεκάλεσαν καταστροφάς.	[4, 1121, 200, 1145]
article-text: Το συμβούλιον των ξενοδοχοϋπαλλήλων απεφάσισε την κήρυξιν απεργίας διαρκείας.	[209, 708, 603, 731]
article-text: Το έργον των εισπρακτόρων εκτελούν από χθές οι ίδιοι οι οδηγοί.	[612, 558, 785, 593]
headline: ΚΑΙ ΝΕΟΝ ΕΓΚΛΗΜΑ ΤΩΝ ΤΟΥΡΚΩΝ ΕΙΣ ΕΒΡΟΝ ΚΑΤΑ ΤΩΝ ΕΛΛΗΝΩΝ	[1373, 698, 1577, 748]
article-text: Το συμβούλιον των ξενοδοχοϋπαλλήλων απεφάσισε την κήρυξιν απεργίας διαρκείας.	[209, 734, 603, 757]
